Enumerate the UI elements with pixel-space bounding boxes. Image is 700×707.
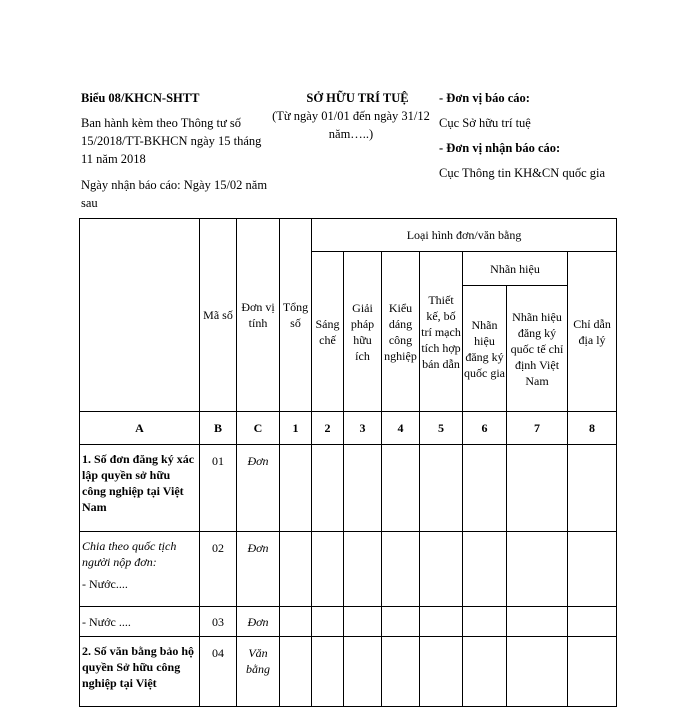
data-cell [312,532,344,607]
table-row [80,637,617,707]
row-label: 2. Số văn bằng bảo hộ quyền Sở hữu công nghiệp tại Việt [80,637,200,707]
row-code: 01 [200,445,237,532]
index-cell: 3 [344,412,382,445]
data-cell [382,607,420,637]
data-cell [382,637,420,707]
report-period: (Từ ngày 01/01 đến ngày 31/12 năm…..) [272,109,430,141]
data-cell [507,607,568,637]
col-tm-intl-header: Nhãn hiệu đăng ký quốc tế chỉ định Việt Nam [507,286,568,412]
data-cell [280,637,312,707]
col-tm-national-header: Nhãn hiệu đăng ký quốc gia [463,286,507,412]
receiving-unit-label: - Đơn vị nhận báo cáo: [439,141,561,155]
row-unit: Văn bằng [237,637,280,707]
col-code-header: Mã số [200,219,237,412]
report-title: SỞ HỮU TRÍ TUỆ [306,91,409,105]
data-cell [344,445,382,532]
type-group-header: Loại hình đơn/văn bằng [312,219,617,252]
data-cell [507,445,568,532]
data-cell [312,445,344,532]
row-unit: Đơn [237,445,280,532]
data-cell [344,637,382,707]
row-label-line: - Nước.... [82,577,128,591]
row-label-line: Chia theo quốc tịch người nộp đơn: [82,539,177,569]
data-cell [568,607,617,637]
table-row [80,445,617,532]
data-cell [463,445,507,532]
row-code: 02 [200,532,237,607]
col-geo-header: Chỉ dẫn địa lý [568,252,617,412]
data-cell [280,445,312,532]
data-cell [420,637,463,707]
trademark-group-header: Nhãn hiệu [463,252,568,286]
reporting-unit-value: Cục Sở hữu trí tuệ [439,116,531,130]
index-cell: A [80,412,200,445]
row-label: 1. Số đơn đăng ký xác lập quyền sở hữu công nghiệp tại Việt Nam [80,445,200,532]
data-cell [344,607,382,637]
data-cell [463,532,507,607]
row-unit: Đơn [237,607,280,637]
data-cell [280,532,312,607]
table-row [80,532,617,607]
data-cell [420,607,463,637]
row-code: 03 [200,607,237,637]
data-cell [507,532,568,607]
row-code: 04 [200,637,237,707]
row-unit: Đơn [237,532,280,607]
data-cell [382,445,420,532]
data-cell [568,637,617,707]
table-row [80,607,617,637]
index-cell: 4 [382,412,420,445]
col-layout-header: Thiết kế, bố trí mạch tích hợp bán dẫn [420,252,463,412]
index-row [80,412,617,445]
index-cell: C [237,412,280,445]
report-table [79,218,617,707]
data-cell [344,532,382,607]
col-total-header: Tổng số [280,219,312,412]
data-cell [507,637,568,707]
index-cell: 2 [312,412,344,445]
col-design-header: Kiểu dáng công nghiệp [382,252,420,412]
form-code: Biểu 08/KHCN-SHTT [81,91,200,105]
data-cell [420,445,463,532]
index-cell: 7 [507,412,568,445]
header-blank-cell [80,219,200,412]
data-cell [280,607,312,637]
col-unit-header: Đơn vị tính [237,219,280,412]
data-cell [568,445,617,532]
data-cell [568,532,617,607]
data-cell [312,637,344,707]
reporting-unit-label: - Đơn vị báo cáo: [439,91,530,105]
data-cell [382,532,420,607]
data-cell [463,637,507,707]
col-invention-header: Sáng chế [312,252,344,412]
index-cell: 8 [568,412,617,445]
data-cell [463,607,507,637]
data-cell [420,532,463,607]
row-label: - Nước .... [80,607,200,637]
data-cell [312,607,344,637]
row-label [80,532,200,607]
index-cell: 5 [420,412,463,445]
receiving-unit-value: Cục Thông tin KH&CN quốc gia [439,166,606,180]
index-cell: 6 [463,412,507,445]
issued-by-text: Ban hành kèm theo Thông tư số 15/2018/TT-BKHCN ngày 15 tháng 11 năm 2018 [81,116,262,166]
index-cell: B [200,412,237,445]
receive-date-text: Ngày nhận báo cáo: Ngày 15/02 năm sau [81,178,268,210]
index-cell: 1 [280,412,312,445]
col-utility-header: Giải pháp hữu ích [344,252,382,412]
